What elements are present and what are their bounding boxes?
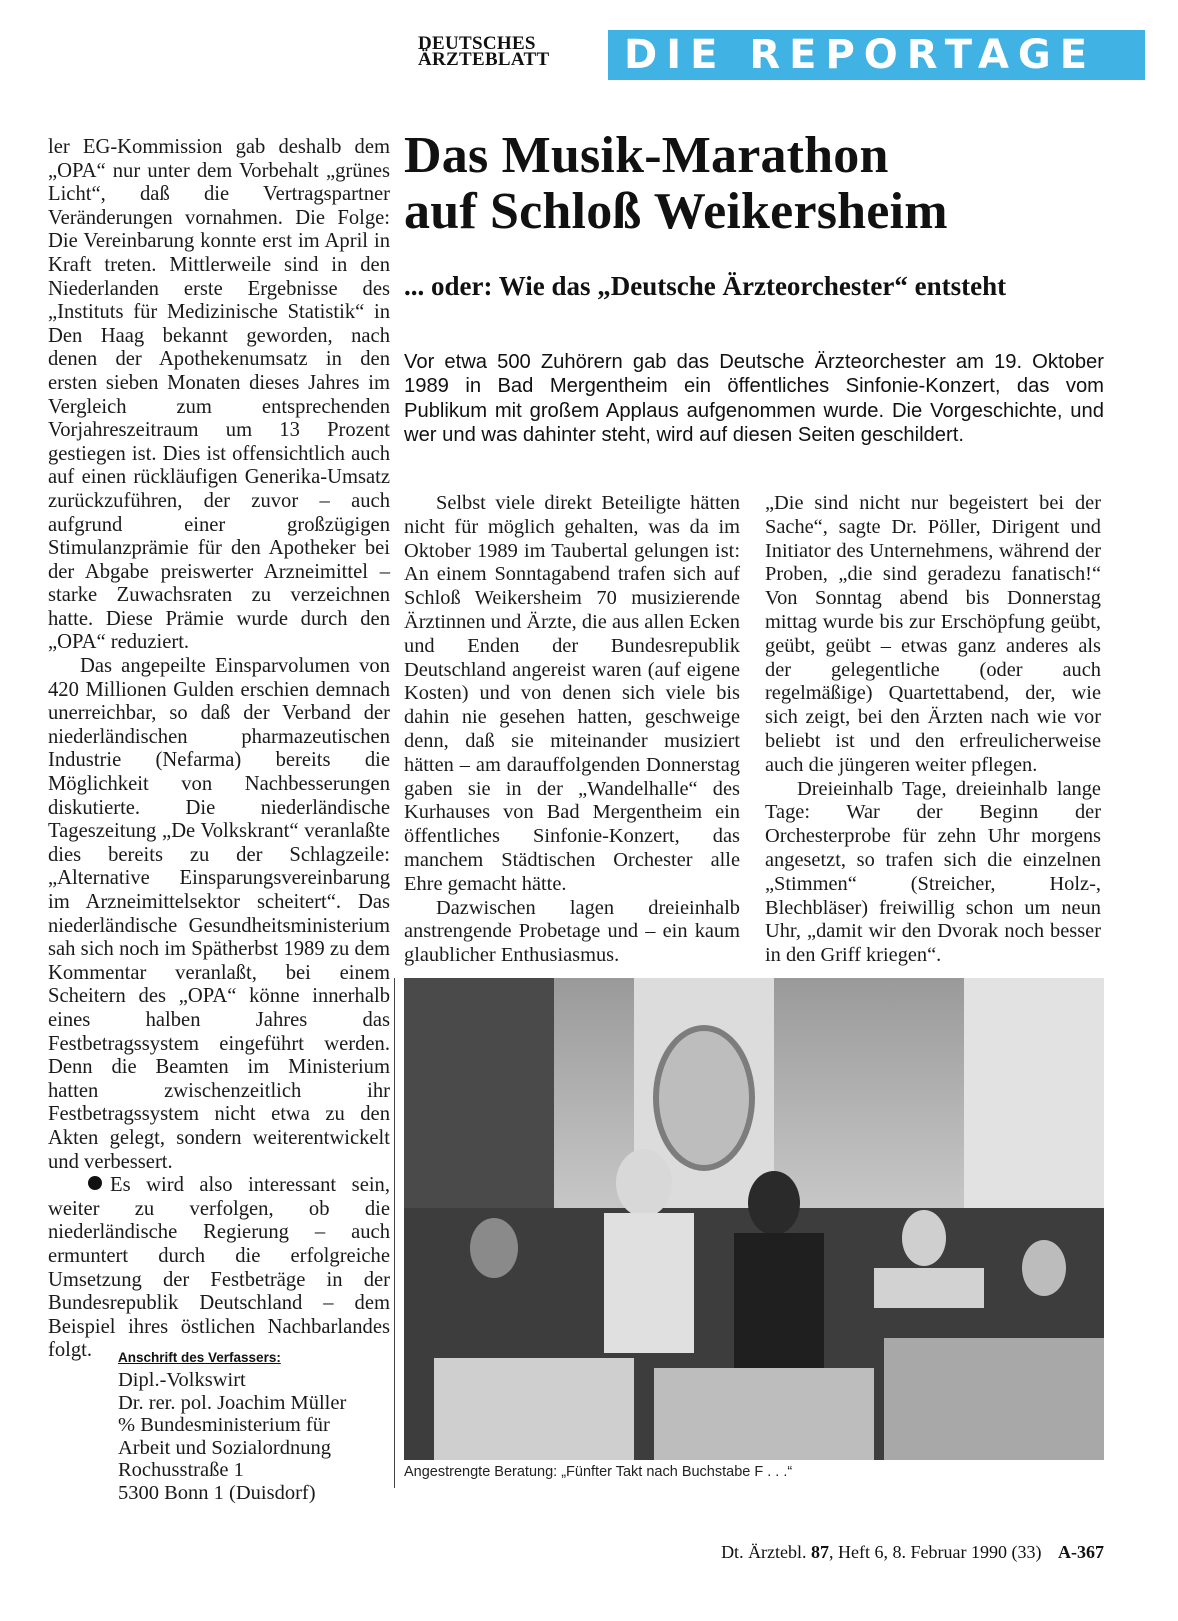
logo-line-1: DEUTSCHES [418, 33, 536, 54]
journal-logo [418, 33, 598, 70]
article-headline [404, 128, 1124, 240]
left-paragraph-3-text: Es wird also interessant sein, weiter zu verfolgen, ob die niederländische Regierung – auch ermuntert durch die erfolgreiche Umsetzung der Festbeträge in der Bundesrepublik Deutschland – dem Beispiel ihres östlichen Nachbarlandes folgt. [48, 1174, 390, 1362]
column-divider [394, 978, 395, 1488]
article-subheadline: ... oder: Wie das „Deutsche Ärzteorchester“ entsteht [404, 271, 1007, 301]
footer-journal: Dt. Ärztebl. [721, 1542, 807, 1562]
left-paragraph-3 [48, 1174, 390, 1363]
address-line: Rochusstraße 1 [118, 1459, 244, 1482]
address-lines [118, 1369, 398, 1505]
headline-line-1: Das Musik-Marathon [404, 127, 889, 184]
page-footer [628, 1542, 1104, 1563]
author-address [118, 1350, 398, 1505]
photo-caption: Angestrengte Beratung: „Fünfter Takt nach Buchstabe F . . .“ [404, 1464, 793, 1480]
address-line: % Bundesministerium für [118, 1414, 330, 1437]
article-column-2 [765, 492, 1101, 968]
orchestra-photo-illustration [404, 978, 1104, 1460]
address-line: Arbeit und Sozialordnung [118, 1436, 331, 1459]
article-lead: Vor etwa 500 Zuhörern gab das Deutsche Ärzteorchester am 19. Oktober 1989 in Bad Mergentheim ein öffentliches Sinfonie-Konzert, das vom Publikum mit großem Applaus aufgenommen wurde. Die Vorgeschichte, und wer und was dahinter steht, wird auf diesen Seiten geschildert. [404, 351, 1104, 447]
footer-issue-date: , Heft 6, 8. Februar 1990 (33) [829, 1542, 1042, 1562]
address-line: Dr. rer. pol. Joachim Müller [118, 1391, 347, 1414]
left-column [48, 136, 390, 1363]
orchestra-photo [404, 978, 1104, 1460]
article-paragraph: Dazwischen lagen dreieinhalb anstrengende Probetage und – ein kaum glaublicher Enthusiasmus. [404, 896, 740, 967]
left-paragraph-2: Das angepeilte Einsparvolumen von 420 Millionen Gulden erschien demnach unerreichbar, so daß der Verband der niederländischen pharmazeutischen Industrie (Nefarma) bereits die Möglichkeit von Nachbesserungen diskutierte. Die niederländische Tageszeitung „De Volkskrant“ veranlaßte dies bereits zu der Schlagzeile: „Alternative Einsparungsvereinbarung im Arzneimittelsektor scheitert“. Das niederländische Gesundheitsministerium sah sich noch im Spätherbst 1989 zu dem Kommentar veranlaßt, bei einem Scheitern des „OPA“ könne innerhalb eines halben Jahres das Festbetragssystem eingeführt werden. Denn die Beamten im Ministerium hatten zwischenzeitlich ihr Festbetragssystem nicht etwa zu den Akten gelegt, sondern weiterentwickelt und verbessert. [48, 655, 390, 1173]
article-paragraph: „Die sind nicht nur begeistert bei der Sache“, sagte Dr. Pöller, Dirigent und Initiator des Unternehmens, während der Proben, „die sind geradezu fanatisch!“ Von Sonntag abend bis Donnerstag mittag wurde bis zur Erschöpfung geübt, geübt, geübt – etwas ganz anderes als der gelegentliche (oder auch regelmäßige) Quartettabend, der, wie sich zeigt, bei den Ärzten nach wie vor beliebt ist und den erfreulicherweise auch die jüngeren weiter pflegen. [765, 492, 1101, 776]
article-paragraph: Selbst viele direkt Beteiligte hätten nicht für möglich gehalten, was da im Oktober 1989 im Taubertal gelungen ist: An einem Sonntagabend trafen sich auf Schloß Weikersheim 70 musizierende Ärztinnen und Ärzte, die aus allen Ecken und Enden der Bundesrepublik Deutschland angereist waren (auf eigene Kosten) und von denen sich viele bis dahin nie gesehen hatten, geschweige denn, daß sie miteinander musiziert hätten – am darauffolgenden Donnerstag gaben sie in der „Wandelhalle“ des Kurhauses von Bad Mergentheim ein öffentliches Sinfonie-Konzert, das manchem Städtischen Orchester alle Ehre gemacht hätte. [404, 492, 740, 895]
section-banner: DIE REPORTAGE [608, 30, 1145, 80]
address-line: 5300 Bonn 1 (Duisdorf) [118, 1481, 316, 1504]
masthead [418, 32, 1144, 78]
footer-volume: 87 [811, 1542, 830, 1562]
article-column-1 [404, 492, 740, 968]
address-heading: Anschrift des Verfassers: [118, 1350, 281, 1365]
article-paragraph: Dreieinhalb Tage, dreieinhalb lange Tage: War der Beginn der Orchesterprobe für zehn Uhr morgens angesetzt, so trafen sich die einzelnen „Stimmen“ (Streicher, Holz-, Blechbläser) freiwillig schon um neun Uhr, „damit wir den Dvorak noch besser in den Griff kriegen“. [765, 777, 1101, 967]
logo-line-2: ÄRZTEBLATT [418, 49, 550, 70]
address-line: Dipl.-Volkswirt [118, 1369, 246, 1391]
page-number: A-367 [1058, 1542, 1104, 1562]
bullet-icon [88, 1176, 102, 1190]
left-paragraph-1: ler EG-Kommission gab deshalb dem „OPA“ nur unter dem Vorbehalt „grünes Licht“, daß die Vertragspartner Veränderungen vornahmen. Die Folge: Die Vereinbarung konnte erst im April in Kraft treten. Mittlerweile sind in den Niederlanden erste Ergebnisse des „Instituts für Medizinische Statistik“ in Den Haag bekannt geworden, nach denen der Apothekenumsatz in den ersten sieben Monaten dieses Jahres im Vergleich zum entsprechenden Vorjahreszeitraum um 13 Prozent gestiegen ist. Dies ist offensichtlich auch auf einen rückläufigen Generika-Umsatz zurückzuführen, der zuvor – auch aufgrund einer großzügigen Stimulanzprämie für den Apotheker bei der Abgabe preiswerter Arzneimittel – starke Zuwachsraten zu verzeichnen hatte. Diese Prämie wurde durch den „OPA“ reduziert. [48, 136, 390, 654]
headline-line-2: auf Schloß Weikersheim [404, 183, 948, 240]
